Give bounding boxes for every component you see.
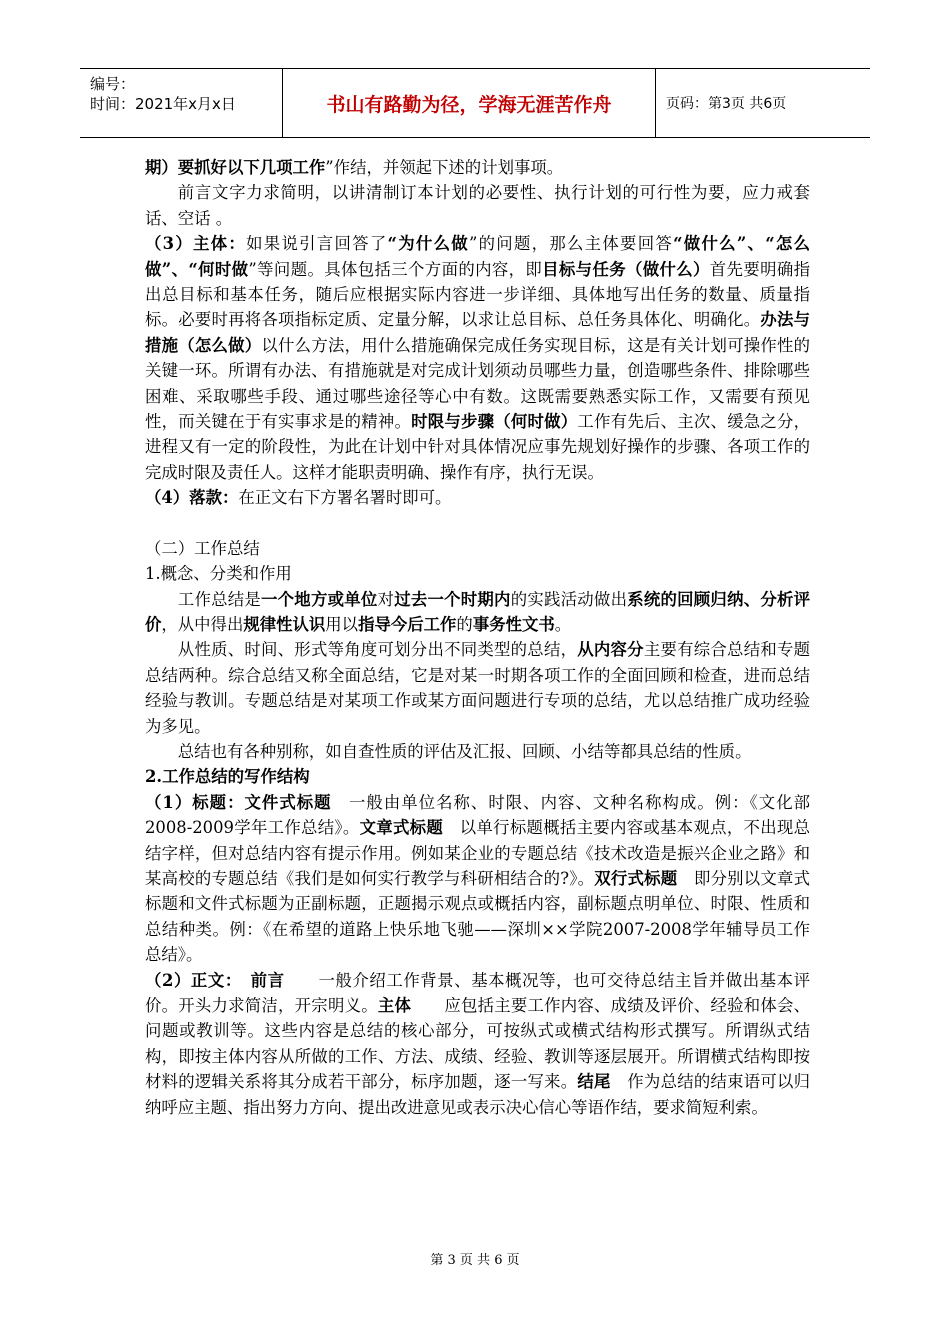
bold-text: （4）落款： — [145, 488, 239, 508]
text: ”等问题。具体包括三个方面的内容，即 — [248, 259, 543, 279]
bold-text: 结尾 — [577, 1072, 611, 1092]
blank-line — [145, 511, 810, 536]
paragraph — [145, 790, 810, 968]
paragraph — [145, 180, 810, 231]
text: 的 — [456, 614, 473, 634]
header-page-info: 页码：第3页 共6页 — [666, 96, 787, 112]
bold-text: （3）主体： — [145, 234, 247, 254]
paragraph — [145, 739, 810, 764]
document-body — [145, 155, 810, 1120]
document-header — [80, 68, 870, 138]
header-meta — [80, 69, 282, 137]
paragraph — [145, 968, 810, 1120]
text: 主要有综合总结和专题总结两种。综合总结又称全面总结，它是对某一时期各项工作的全面回顾和检查，进而总结经验与教训。专题总结是对某项工作或某方面问题进行专项的总结，尤以总结推广成功经验为多见。 — [145, 640, 811, 736]
bold-text: 系统的回顾归纳、分析评价 — [145, 589, 811, 634]
paragraph — [145, 561, 810, 586]
text: 用以 — [325, 614, 359, 634]
bold-text: 2.工作总结的写作结构 — [145, 767, 310, 787]
bold-text: 一个地方或单位 — [261, 589, 378, 609]
text: 即分别以文章式标题和文件式标题为正副标题，正题揭示观点或概括内容，副标题点明单位、时限、性质和总结种类。例：《在希望的道路上快乐地飞驰——深圳××学院2007-2008学年辅导员工作总结》。 — [145, 868, 811, 965]
page-footer: 第 3 页 共 6 页 — [430, 1253, 520, 1268]
bold-text: 前言 — [250, 970, 285, 990]
bold-text: 目标与任务（做什么） — [542, 259, 710, 279]
bold-text: （2）正文： — [145, 970, 234, 990]
text: （二）工作总结 — [145, 538, 260, 558]
paragraph — [145, 587, 810, 638]
text: 工作总结是 — [177, 589, 262, 609]
paragraph — [145, 536, 810, 561]
date-label: 时间：2021年x月x日 — [90, 95, 236, 113]
bold-text: 文章式标题 — [359, 818, 444, 838]
text: 工作有先后、主次、缓急之分，进程又有一定的阶段性，为此在计划中针对具体情况应事先规划好操作的步骤、各项工作的完成时限及责任人。这样才能职责明确、操作有序，执行无误。 — [145, 412, 811, 482]
text: 应包括主要工作内容、成绩及评价、经验和体会、问题或教训等。这些内容是总结的核心部分，可按纵式或横式结构形式撰写。所谓纵式结构，即按主体内容从所做的工作、方法、成绩、经验、教训等逐层展开。所谓横式结构即按材料的逻辑关系将其分成若干部分，标序加题，逐一写来。 — [145, 996, 811, 1092]
serial-label: 编号： — [90, 75, 136, 93]
bold-text: 时限与步骤（何时做） — [411, 412, 578, 432]
bold-text: 双行式标题 — [594, 868, 678, 888]
paragraph — [145, 485, 810, 510]
text: 在正文右下方署名署时即可。 — [238, 488, 452, 508]
bold-text: （1）标题：文件式标题 — [145, 792, 332, 812]
bold-text: 主体 — [377, 996, 412, 1015]
bold-text: 期）要抓好以下几项工作 — [145, 158, 326, 177]
text: 一般由单位名称、时限、内容、文种名称构成。例：《文化部2008-2009学年工作总结》。 — [145, 792, 810, 838]
bold-text: “为什么做 — [387, 234, 469, 254]
header-motto: 书山有路勤为径，学海无涯苦作舟 — [326, 93, 612, 116]
text: 的实践活动做出 — [510, 589, 628, 609]
text: 如果说引言回答了 — [246, 234, 388, 254]
text: 前言文字力求简明，以讲清制订本计划的必要性、执行计划的可行性为要，应力戒套话、空话 。 — [145, 183, 810, 228]
text: ，从中得出 — [161, 614, 244, 634]
text: 1.概念、分类和作用 — [145, 564, 292, 584]
text: 以什么方法，用什么措施确保完成任务实现目标，这是有关计划可操作性的关键一环。所谓有办法、有措施就是对完成计划须动员哪些力量，创造哪些条件、排除哪些困难、采取哪些手段、通过哪些途径等心中有数。这既需要熟悉实际工作，又需要有预见性，而关键在于有实事求是的精神。 — [145, 335, 811, 432]
bold-text: 办法与措施（怎么做） — [145, 310, 811, 355]
bold-text: “做什么”、“怎么做”、“何时做 — [145, 234, 811, 279]
paragraph — [145, 764, 810, 789]
text: ”作结，并领起下述的计划事项。 — [325, 158, 564, 177]
bold-text: 从内容分 — [577, 640, 644, 660]
text: 首先要明确指出总目标和基本任务，随后应根据实际内容进一步详细、具体地写出任务的数量、质量指标。必要时再将各项指标定质、定量分解，以求让总目标、总任务具体化、明确化。 — [145, 259, 811, 330]
bold-text: 规律性认识 — [243, 614, 326, 634]
text — [234, 971, 251, 990]
text: 对 — [377, 589, 395, 609]
text: 总结也有各种别称，如自查性质的评估及汇报、回顾、小结等都具总结的性质。 — [177, 741, 752, 761]
text: ”的问题，那么主体要回答 — [468, 234, 674, 254]
text: 。 — [554, 614, 572, 634]
paragraph — [145, 231, 810, 485]
text: 作为总结的结束语可以归纳呼应主题、指出努力方向、提出改进意见或表示决心信心等语作结，要求简短利索。 — [145, 1072, 811, 1117]
text: 从性质、时间、形式等角度可划分出不同类型的总结， — [177, 640, 578, 660]
paragraph — [145, 637, 810, 739]
bold-text: 过去一个时期内 — [394, 589, 511, 609]
text: 一般介绍工作背景、基本概况等，也可交待总结主旨并做出基本评价。开头力求简洁，开宗明义。 — [145, 970, 810, 1015]
bold-text: 指导今后工作 — [358, 614, 457, 634]
bold-text: 事务性文书 — [472, 614, 555, 634]
text: 以单行标题概括主要内容或基本观点，不出现总结字样，但对总结内容有提示作用。例如某企业的专题总结《技术改造是振兴企业之路》和某高校的专题总结《我们是如何实行教学与科研相结合的?》。 — [145, 818, 811, 888]
paragraph — [145, 155, 810, 180]
